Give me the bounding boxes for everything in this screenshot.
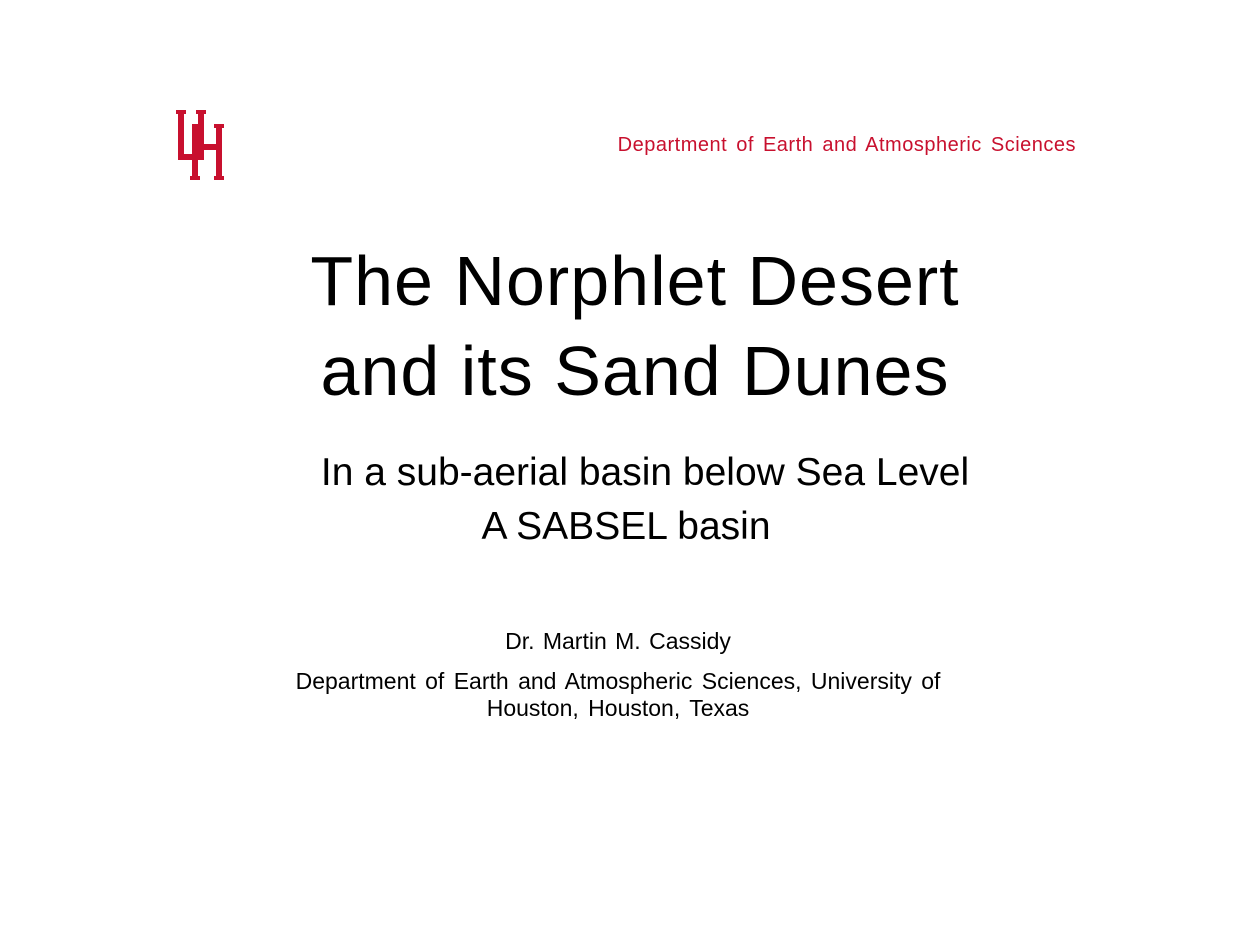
slide-title (160, 236, 1110, 416)
affiliation-line-2: Houston, Houston, Texas (486, 695, 750, 721)
uh-logo-icon (172, 110, 230, 180)
subtitle-line-1: In a sub-aerial basin below Sea Level (320, 451, 970, 494)
title-line-1: The Norphlet Desert (310, 242, 960, 320)
department-header: Department of Earth and Atmospheric Sciences (617, 134, 1076, 156)
affiliation-line-1: Department of Earth and Atmospheric Sciences, University of (295, 668, 941, 694)
author-affiliation (236, 668, 1000, 722)
title-line-2: and its Sand Dunes (320, 332, 950, 410)
author-name: Dr. Martin M. Cassidy (505, 628, 731, 654)
subtitle-line-2: A SABSEL basin (481, 505, 771, 548)
slide-subtitle (160, 446, 1110, 554)
